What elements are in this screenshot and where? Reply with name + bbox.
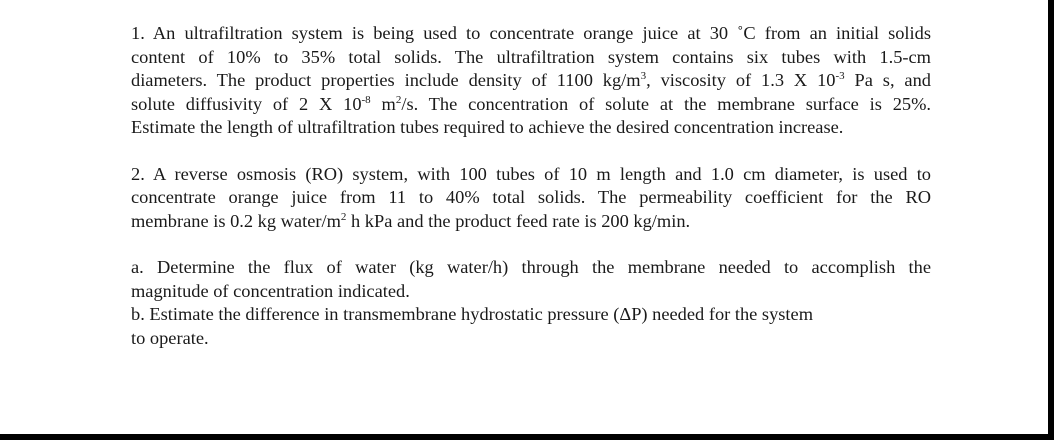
problem-1-line-3 [131,69,931,93]
problem-2-line-2: concentrate orange juice from 11 to 40% total solids. The permeability coefficient for the RO [131,187,931,207]
bottom-border [0,434,1054,440]
paragraph-spacer [131,233,931,256]
part-a-line-2: magnitude of concentration indicated. [131,280,410,301]
problem-1-line-3-text-a: diameters. The product properties include density of 1100 kg/m [131,70,641,90]
part-b-line-1: b. Estimate the difference in transmembrane hydrostatic pressure (ΔP) needed for the system [131,304,814,324]
problem-1 [131,22,931,140]
problem-1-line-3-text-b: , viscosity of 1.3 X 10 [646,70,836,90]
area-unit-exponent: 2 [395,93,402,106]
problem-1-line-1: 1. An ultrafiltration system is being used to concentrate orange juice at 30 ˚C from an initial solids [131,23,931,43]
part-b-line-2: to operate. [131,327,209,348]
problem-2-line-3 [131,210,931,234]
problem-set [131,22,931,350]
diffusivity-exponent: -8 [361,93,371,106]
problem-1-line-4-text-a: solute diffusivity of 2 X 10 [131,93,362,114]
problem-2-line-3-text-b: h kPa and the product feed rate is 200 kg/min. [346,210,691,231]
paragraph-spacer [131,140,931,163]
problem-2-part-a [131,256,931,303]
problem-1-line-4-text-c: /s. The concentration of solute at the membrane surface is 25%. [401,93,931,114]
problem-1-line-4-text-b: m [370,93,396,114]
part-a-line-1: a. Determine the flux of water (kg water/h) through the membrane needed to accomplish the [131,257,931,277]
permeability-area-exponent: 2 [340,210,347,223]
problem-2-part-b [131,303,931,350]
right-border [1048,0,1054,440]
problem-1-line-4 [131,93,931,117]
problem-1-line-3-text-c: Pa s, and [844,70,931,90]
problem-2-line-1: 2. A reverse osmosis (RO) system, with 100 tubes of 10 m length and 1.0 cm diameter, is used to [131,163,931,184]
viscosity-exponent: -3 [835,70,845,82]
problem-2 [131,163,931,234]
problem-1-line-5: Estimate the length of ultrafiltration tubes required to achieve the desired concentration increase. [131,117,844,137]
density-unit-exponent: 3 [640,70,647,82]
problem-1-line-2: content of 10% to 35% total solids. The ultrafiltration system contains six tubes with 1.5-cm [131,46,931,67]
problem-2-line-3-text-a: membrane is 0.2 kg water/m [131,210,341,231]
